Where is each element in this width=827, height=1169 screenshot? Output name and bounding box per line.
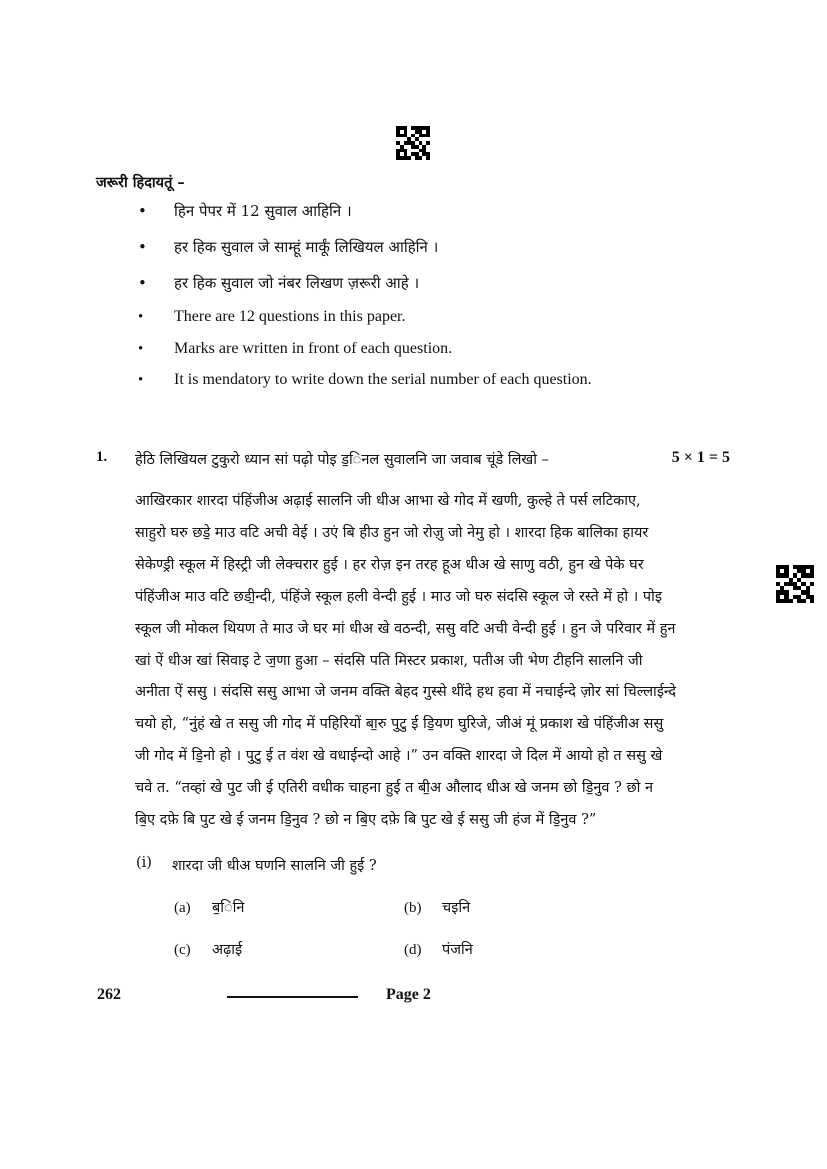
- option-label: (b): [404, 900, 422, 916]
- instruction-item: • हिन पेपर में 12 सुवाल आहिनि ।: [138, 196, 592, 232]
- instruction-item: • हर हिक सुवाल जे साम्हूं मार्कूं लिखियल आहिनि ।: [138, 232, 592, 268]
- option-label: (c): [174, 942, 191, 958]
- instructions-list: [138, 196, 592, 399]
- option-b: [404, 897, 470, 917]
- subquestion-label: (i): [136, 855, 152, 871]
- question-marks: 5 × 1 = 5: [671, 449, 730, 466]
- instructions-heading: जरूरी हिदायतूं –: [96, 174, 185, 191]
- option-text: अढ़ाई: [212, 942, 243, 958]
- passage-line: जी गोद में डि॒नो हो । पुटु ई त वंश खे वधाईन्दो आहे ।” उन वक्ति शारदा जे दिल में आयो हो त ससु खे: [135, 748, 663, 765]
- option-text: ब॒िनि: [212, 900, 245, 916]
- option-c: [174, 939, 242, 959]
- footer-divider: [227, 996, 358, 998]
- passage-line: पंहिंजीअ माउ वटि छडी॒न्दी, पंहिंजे स्कूल हली वेन्दी हुई । माउ जो घरु संदसि स्कूल जे रस्ते में हो । पोइ: [135, 588, 662, 605]
- passage-line: अनीता ऐं ससु । संदसि ससु आभा जे जनम वक्ति बेहद गुस्से थींदे हथ हवा में नचाईन्दे ज़ोर सां चिल्लाईन्दे: [135, 684, 677, 701]
- passage-line: बि॒ए दफ़े बि पुट खे ई जनम डि॒नुव ? छो न बि॒ए दफ़े बि पुट खे ई ससु जी हंज में डि॒नुव ?”: [135, 812, 597, 829]
- option-label: (a): [174, 900, 191, 916]
- question-number: 1.: [96, 449, 108, 465]
- option-label: (d): [404, 942, 422, 958]
- subquestion-text: शारदा जी धीअ घणनि सालनि जी हुई ?: [172, 858, 377, 874]
- instruction-item: • Marks are written in front of each question.: [138, 336, 592, 368]
- option-d: [404, 939, 473, 959]
- option-text: चइनि: [442, 900, 471, 916]
- passage-line: आखिरकार शारदा पंहिंजीअ अढ़ाई सालनि जी धीअ आभा खे गोद में खणी, कुल्हे ते पर्स लटिकाए,: [135, 493, 641, 509]
- passage-line: साहुरो घरु छडे॒ माउ वटि अची वेई । उएं बि हीउ हुन जो रोज़ु जो नेमु हो । शारदा हिक बालिका हायर: [135, 524, 649, 541]
- question-text: हेठि लिखियल टुकुरो ध्यान सां पढ़ो पोइ ड॒िनल सुवालनि जा जवाब चूंडे लिखो –: [135, 452, 549, 468]
- passage-line: सेकेण्ड्री स्कूल में हिस्ट्री जी लेक्चरार हुई । हर रोज़ इन तरह हूअ धीअ खे साणु वठी, हुन खे पेके घर: [135, 556, 644, 573]
- passage-line: स्कूल जी मोकल थियण ते माउ जे घर मां धीअ खे वठन्दी, ससु वटि अची वेन्दी हुई । हुन जे परिवार में हुन: [135, 620, 676, 637]
- page-number: Page 2: [386, 986, 431, 1003]
- option-text: पंजनि: [442, 942, 473, 958]
- passage: [135, 486, 733, 837]
- passage-line: खां ऐं धीअ खां सिवाइ टे ज॒णा हुआ – संदसि पति मिस्टर प्रकाश, पतीअ जी भेण टीहनि सालनि जी: [135, 652, 643, 669]
- option-a: [174, 897, 244, 917]
- passage-line: चवे त. “तव्हां खे पुट जी ई एतिरी वधीक चाहना हुई त बी॒अ औलाद धीअ खे जनम छो डि॒नुव ? छो न: [135, 780, 654, 797]
- instruction-item: • हर हिक सुवाल जो नंबर लिखण ज़रूरी आहे ।: [138, 268, 592, 304]
- instruction-item: • There are 12 questions in this paper.: [138, 304, 592, 336]
- qr-code-side-icon: [776, 565, 814, 603]
- paper-code: 262: [97, 986, 121, 1003]
- qr-code-icon: [396, 126, 430, 160]
- instruction-item: • It is mendatory to write down the serial number of each question.: [138, 367, 592, 399]
- passage-line: चयो हो, “नुंहं खे त ससु जी गोद में पहिरियों बा॒रु पुटु ई डि॒यण घुरिजे, जीअं मूं प्रकाश खे पंहिंजीअ ससु: [135, 716, 664, 733]
